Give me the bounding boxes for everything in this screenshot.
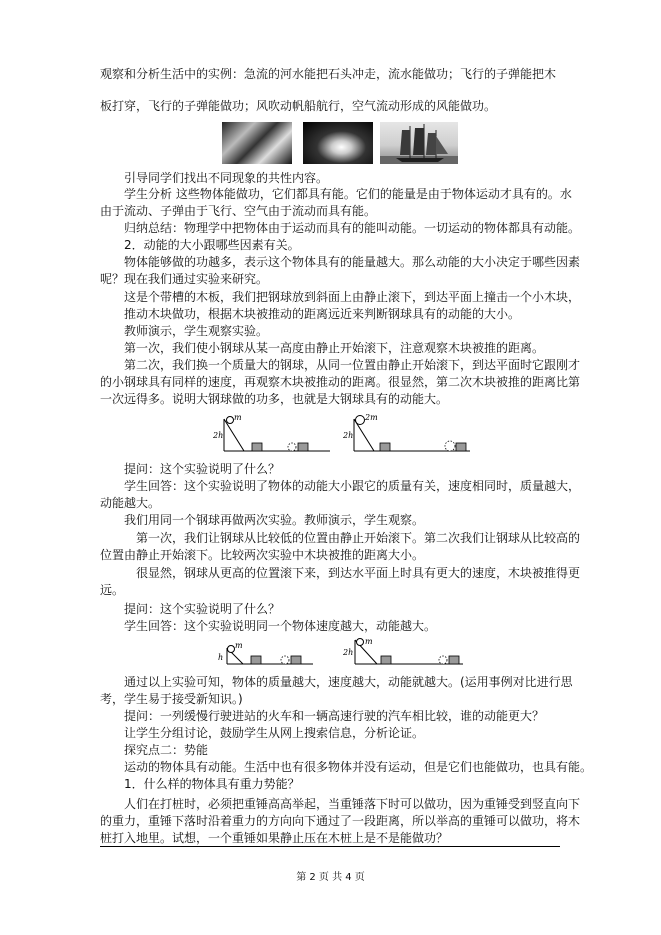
text-line: 学生回答：这个实验说明同一个物体速度越大，动能越大。: [124, 619, 437, 633]
mass-label: m: [365, 638, 373, 646]
experiment-setup-right: [342, 638, 463, 664]
height-label: 2h: [213, 431, 224, 440]
experiment-setup-left: [212, 413, 330, 451]
text-line: 桩打入地里。试想，一个重锤如果静止压在木桩上是不是能做功？: [100, 831, 449, 845]
river-photo: [222, 122, 292, 164]
height-label: h: [218, 653, 224, 662]
page-number: 第 2 页 共 4 页: [296, 872, 365, 883]
text-line: 通过以上实验可知，物体的质量越大，速度越大，动能就越大。(运用事例对比进行思: [124, 675, 573, 689]
text-line: 由于流动、子弹由于飞行、空气由于流动而具有能。: [100, 204, 377, 218]
mass-label: 2m: [365, 413, 378, 422]
text-line: 考，学生易于接受新知识。): [100, 692, 243, 706]
text-line: 2．动能的大小跟哪些因素有关。: [124, 238, 300, 252]
text-line: 让学生分组讨论，鼓励学生从网上搜索信息，分析论证。: [124, 726, 425, 740]
mass-experiment-figure: [212, 413, 472, 455]
text-line: 提问：一列缓慢行驶进站的火车和一辆高速行驶的汽车相比较，谁的动能更大？: [124, 709, 545, 723]
text-line: 1．什么样的物体具有重力势能？: [124, 777, 300, 791]
text-line: 的重力，重锤下落时沿着重力的方向向下通过了一段距离，所以举高的重锤可以做功，将木: [100, 814, 581, 828]
experiment-setup-right: [342, 413, 470, 451]
sailboat-photo: [380, 122, 458, 164]
height-label: 2h: [343, 648, 354, 657]
text-line: 第二次，我们换一个质量大的钢球，从同一位置由静止开始滚下，到达平面时它跟刚才: [124, 358, 581, 372]
text-line: 一次远得多。说明大钢球做的功多，也就是大钢球具有的动能大。: [100, 392, 449, 406]
text-line: 位置由静止开始滚下。比较两次实验中木块被推的距离大小。: [100, 548, 425, 562]
text-line: 运动的物体具有动能。生活中也有很多物体并没有运动，但是它们也能做功，也具有能。: [124, 760, 593, 774]
text-line: 第一次，我们使小钢球从某一高度由静止开始滚下，注意观察木块被推的距离。: [124, 341, 545, 355]
text-line: 人们在打桩时，必须把重锤高高举起，当重锤落下时可以做功，因为重锤受到竖直向下: [124, 797, 581, 811]
mass-label: m: [235, 641, 243, 650]
text-line: 教师演示，学生观察实验。: [124, 324, 269, 338]
text-line: 的小钢球具有同样的速度，再观察木块被推动的距离。很显然，第二次木块被推的距离比第: [100, 375, 581, 389]
text-line: 引导同学们找出不同现象的共性内容。: [124, 171, 329, 185]
text-line: 学生分析 这些物体能做功，它们都具有能。它们的能量是由于物体运动才具有的。水: [124, 187, 572, 201]
text-line: 这是个带槽的木板，我们把钢球放到斜面上由静止滚下，到达平面上撞击一个小木块，: [124, 290, 581, 304]
height-label: 2h: [343, 431, 354, 440]
text-line: 推动木块做功，根据木块被推动的距离远近来判断钢球具有的动能的大小。: [124, 307, 521, 321]
text-line: 探究点二：势能: [124, 743, 209, 757]
footer-divider: [100, 846, 560, 847]
text-line: 远。: [100, 583, 125, 597]
text-line: 观察和分析生活中的实例：急流的河水能把石头冲走，流水能做功；飞行的子弹能把木: [100, 67, 557, 81]
text-line: 物体能够做的功越多，表示这个物体具有的能量越大。那么动能的大小决定于哪些因素: [124, 255, 581, 269]
text-line: 板打穿，飞行的子弹能做功；风吹动帆船航行，空气流动形成的风能做功。: [100, 99, 497, 113]
text-line: 很显然，钢球从更高的位置滚下来，到达水平面上时具有更大的速度，木块被推得更: [136, 566, 581, 580]
text-line: 学生回答：这个实验说明了物体的动能大小跟它的质量有关，速度相同时，质量越大，: [124, 479, 581, 493]
speed-experiment-figure: [215, 638, 465, 668]
experiment-setup-left: [218, 641, 313, 664]
sailboat-icon: [380, 122, 458, 164]
text-line: 归纳总结：物理学中把物体由于运动而具有的能叫动能。一切运动的物体都具有动能。: [124, 221, 581, 235]
mass-label: m: [234, 413, 242, 422]
bullet-photo: [303, 122, 373, 164]
text-line: 我们用同一个钢球再做两次实验。教师演示，学生观察。: [124, 513, 425, 527]
text-line: 提问：这个实验说明了什么？: [124, 462, 281, 476]
text-line: 动能越大。: [100, 496, 161, 510]
text-line: 第一次，我们让钢球从比较低的位置由静止开始滚下。第二次我们让钢球从比较高的: [136, 531, 581, 545]
text-line: 提问：这个实验说明了什么？: [124, 602, 281, 616]
text-line: 呢？现在我们通过实验来研究。: [100, 272, 269, 286]
